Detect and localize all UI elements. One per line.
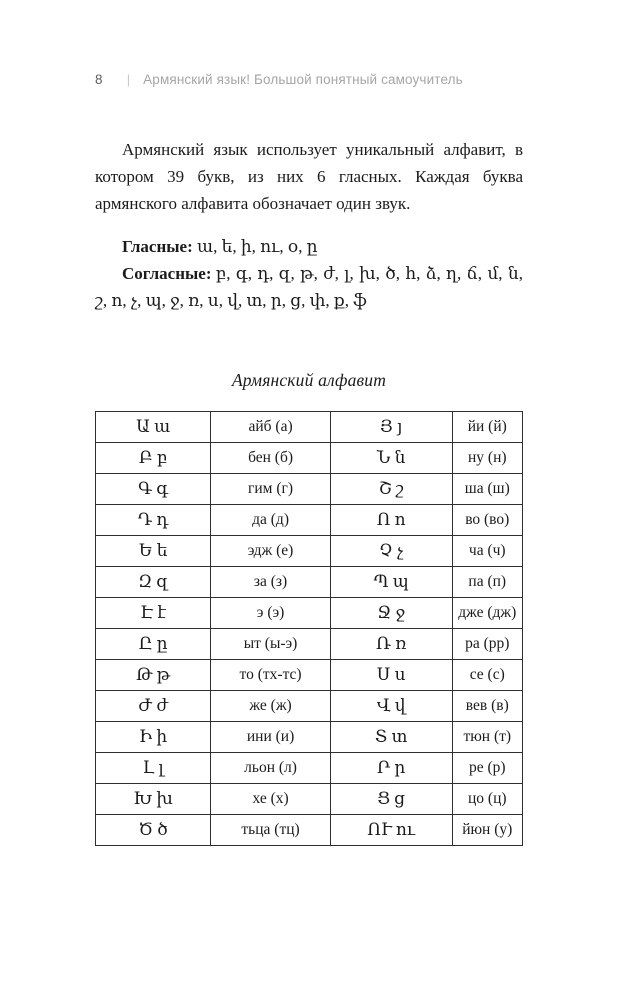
armenian-letter-cell: Ջ ջ: [330, 598, 452, 629]
table-row: [96, 691, 523, 722]
letter-name-cell: йюн (у): [452, 815, 522, 846]
letter-name-cell: бен (б): [211, 443, 331, 474]
table-row: [96, 567, 523, 598]
table-row: [96, 598, 523, 629]
table-row: [96, 505, 523, 536]
armenian-letter-cell: Տ տ: [330, 722, 452, 753]
armenian-letter-cell: Գ գ: [96, 474, 211, 505]
table-row: [96, 784, 523, 815]
letter-name-cell: ша (ш): [452, 474, 522, 505]
letter-name-cell: эдж (е): [211, 536, 331, 567]
consonants-line: [95, 260, 523, 314]
armenian-letter-cell: Է է: [96, 598, 211, 629]
letter-name-cell: дже (дж): [452, 598, 522, 629]
armenian-letter-cell: Թ թ: [96, 660, 211, 691]
alphabet-table-body: [96, 412, 523, 846]
armenian-letter-cell: Յ յ: [330, 412, 452, 443]
letter-name-cell: во (во): [452, 505, 522, 536]
armenian-letter-cell: Լ լ: [96, 753, 211, 784]
header-separator: |: [126, 72, 131, 87]
letter-name-cell: хе (х): [211, 784, 331, 815]
letter-name-cell: ча (ч): [452, 536, 522, 567]
letter-name-cell: тьца (тц): [211, 815, 331, 846]
letter-name-cell: цо (ц): [452, 784, 522, 815]
table-row: [96, 629, 523, 660]
letter-name-cell: же (ж): [211, 691, 331, 722]
alphabet-table: [95, 411, 523, 846]
running-title: Армянский язык! Большой понятный самоучитель: [143, 72, 463, 87]
letter-name-cell: да (д): [211, 505, 331, 536]
letter-name-cell: ре (р): [452, 753, 522, 784]
letter-name-cell: йи (й): [452, 412, 522, 443]
letter-name-cell: ини (и): [211, 722, 331, 753]
armenian-letter-cell: Ո ո: [330, 505, 452, 536]
armenian-letter-cell: Ա ա: [96, 412, 211, 443]
table-row: [96, 753, 523, 784]
letter-name-cell: вев (в): [452, 691, 522, 722]
armenian-letter-cell: Բ բ: [96, 443, 211, 474]
armenian-letter-cell: Զ զ: [96, 567, 211, 598]
letter-name-cell: льон (л): [211, 753, 331, 784]
letter-name-cell: па (п): [452, 567, 522, 598]
armenian-letter-cell: Դ դ: [96, 505, 211, 536]
letter-name-cell: ыт (ы-э): [211, 629, 331, 660]
letter-name-cell: тюн (т): [452, 722, 522, 753]
armenian-letter-cell: Ծ ծ: [96, 815, 211, 846]
table-row: [96, 660, 523, 691]
vowels-letters: ա, ե, ի, ու, օ, ը: [197, 237, 318, 256]
letter-name-cell: се (с): [452, 660, 522, 691]
table-row: [96, 815, 523, 846]
armenian-letter-cell: Պ պ: [330, 567, 452, 598]
armenian-letter-cell: Շ շ: [330, 474, 452, 505]
vowels-label: Гласные:: [122, 237, 193, 256]
armenian-letter-cell: Ե ե: [96, 536, 211, 567]
armenian-letter-cell: Ռ ռ: [330, 629, 452, 660]
armenian-letter-cell: Ն ն: [330, 443, 452, 474]
page-number: 8: [95, 72, 103, 87]
letter-name-cell: ну (н): [452, 443, 522, 474]
armenian-letter-cell: Ժ ժ: [96, 691, 211, 722]
table-row: [96, 412, 523, 443]
armenian-letter-cell: Ց ց: [330, 784, 452, 815]
consonants-letters: բ, գ, դ, զ, թ, ժ, լ, խ, ծ, հ, ձ, ղ, ճ, մ, ն, շ, ո, չ, պ, ջ, ռ, ս, վ, տ, ր, ց, փ, ք, ֆ: [95, 264, 523, 310]
letter-name-cell: айб (а): [211, 412, 331, 443]
armenian-letter-cell: Ր ր: [330, 753, 452, 784]
consonants-label: Согласные:: [122, 264, 212, 283]
armenian-letter-cell: Ը ը: [96, 629, 211, 660]
letter-name-cell: э (э): [211, 598, 331, 629]
armenian-letter-cell: Ս ս: [330, 660, 452, 691]
table-row: [96, 722, 523, 753]
letter-name-cell: то (тх-тс): [211, 660, 331, 691]
intro-paragraph: Армянский язык использует уникальный алфавит, в котором 39 букв, из них 6 гласных. Каждая буква армянского алфавита обозначает один звук.: [95, 140, 523, 213]
table-row: [96, 536, 523, 567]
table-title: Армянский алфавит: [231, 370, 387, 390]
armenian-letter-cell: Վ վ: [330, 691, 452, 722]
letter-name-cell: гим (г): [211, 474, 331, 505]
armenian-letter-cell: Ի ի: [96, 722, 211, 753]
armenian-letter-cell: ՈՒ ու: [330, 815, 452, 846]
running-head: [95, 72, 523, 88]
armenian-letter-cell: Խ խ: [96, 784, 211, 815]
table-row: [96, 474, 523, 505]
letter-name-cell: за (з): [211, 567, 331, 598]
vowels-line: [95, 233, 523, 260]
letter-name-cell: ра (рр): [452, 629, 522, 660]
armenian-letter-cell: Չ չ: [330, 536, 452, 567]
table-row: [96, 443, 523, 474]
